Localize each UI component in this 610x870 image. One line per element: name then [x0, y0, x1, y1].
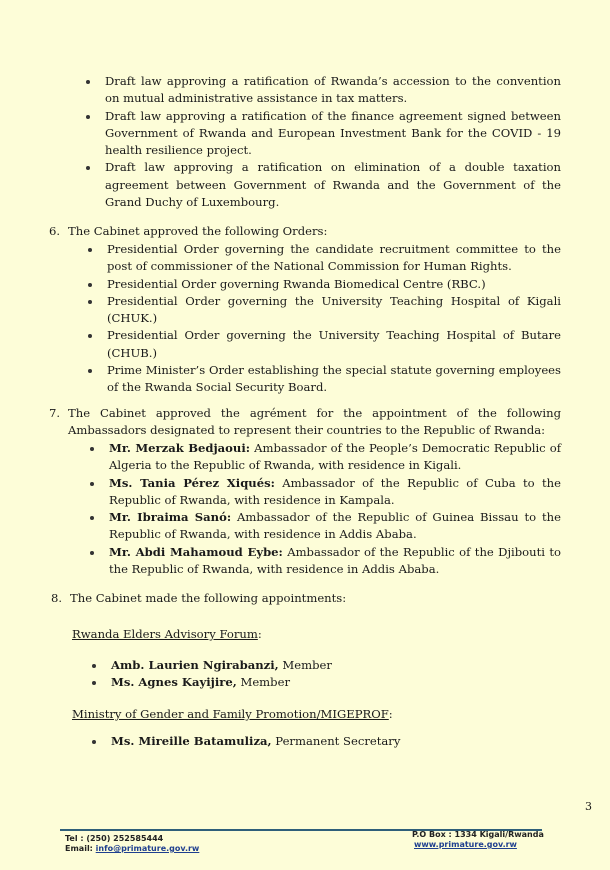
section6-intro: The Cabinet approved the following Orders: [68, 224, 328, 238]
list-item [109, 509, 561, 544]
section7-list [109, 440, 561, 578]
list-item: Draft law approving a ratification of the finance agreement signed between Government of Rwanda and European Investment Bank for the COVID - 19 health resilience project. [105, 108, 561, 160]
list-item [109, 475, 561, 510]
email-link[interactable]: info@primature.gov.rw [95, 844, 200, 853]
footer-pobox: P.O Box : 1334 Kigali/Rwanda [412, 830, 544, 839]
footer-tel: Tel : (250) 252585444 [65, 834, 164, 843]
list-item [109, 544, 561, 579]
group-heading-elders-forum: Rwanda Elders Advisory Forum: [72, 627, 262, 641]
appointee-name: Amb. Laurien Ngirabanzi, [111, 658, 279, 672]
section6-number: 6. [49, 224, 61, 238]
section7-intro: The Cabinet approved the agrément for the appointment of the following Ambassadors designated to represent their countries to the Republic of Rwanda: [68, 406, 561, 438]
list-item: Presidential Order governing the University Teaching Hospital of Butare (CHUB.) [107, 327, 561, 362]
section8-intro: The Cabinet made the following appointments: [70, 591, 347, 605]
elders-forum-list [111, 657, 551, 692]
footer-email-line: Email: info@primature.gov.rw [65, 844, 200, 853]
group-heading-migeprof: Ministry of Gender and Family Promotion/MIGEPROF: [72, 707, 393, 721]
list-item [111, 657, 551, 674]
appointee-role: Member [236, 675, 291, 690]
section7-number: 7. [49, 406, 61, 420]
list-item [111, 674, 551, 691]
section8-number: 8. [51, 591, 63, 605]
appointee-name: Ms. Agnes Kayijire, [111, 675, 237, 690]
appointee-name: Ms. Mireille Batamuliza, [111, 734, 272, 748]
ambassador-name: Mr. Merzak Bedjaoui: [109, 441, 251, 455]
list-item: Prime Minister’s Order establishing the special statute governing employees of the Rwanda Social Security Board. [107, 362, 561, 397]
ambassador-desc: Ambassador of the Republic of Cuba to the Republic of Rwanda, with residence in Kampala. [109, 475, 561, 507]
list-item: Draft law approving a ratification on elimination of a double taxation agreement between Government of Rwanda and the Government of the Grand Duchy of Luxembourg. [105, 159, 561, 211]
ambassador-name: Mr. Ibraima Sanó: [109, 510, 232, 525]
website-link[interactable]: www.primature.gov.rw [414, 840, 517, 849]
footer-left [65, 834, 199, 854]
list-item [111, 733, 551, 750]
migeprof-list [111, 733, 551, 750]
section6-list [107, 241, 561, 397]
ambassador-name: Ms. Tania Pérez Xiqués: [109, 475, 275, 490]
page-number: 3 [585, 800, 592, 813]
list-item [109, 440, 561, 475]
footer-right [412, 830, 544, 850]
ambassador-name: Mr. Abdi Mahamoud Eybe: [109, 544, 283, 559]
ambassador-desc: Ambassador of the Republic of Guinea Bissau to the Republic of Rwanda, with residence in Addis Ababa. [109, 510, 561, 542]
list-item: Draft law approving a ratification of Rwanda’s accession to the convention on mutual administrative assistance in tax matters. [105, 73, 561, 108]
section5-list [105, 73, 561, 211]
ambassador-desc: Ambassador of the People’s Democratic Republic of Algeria to the Republic of Rwanda, with residence in Kigali. [109, 441, 561, 473]
list-item: Presidential Order governing Rwanda Biomedical Centre (RBC.) [107, 276, 561, 293]
list-item: Presidential Order governing the University Teaching Hospital of Kigali (CHUK.) [107, 293, 561, 328]
ambassador-desc: Ambassador of the Republic of the Djibouti to the Republic of Rwanda, with residence in Addis Ababa. [109, 544, 561, 577]
appointee-role: Permanent Secretary [271, 734, 401, 748]
list-item: Presidential Order governing the candidate recruitment committee to the post of commissioner of the National Commission for Human Rights. [107, 241, 561, 276]
appointee-role: Member [278, 658, 332, 672]
